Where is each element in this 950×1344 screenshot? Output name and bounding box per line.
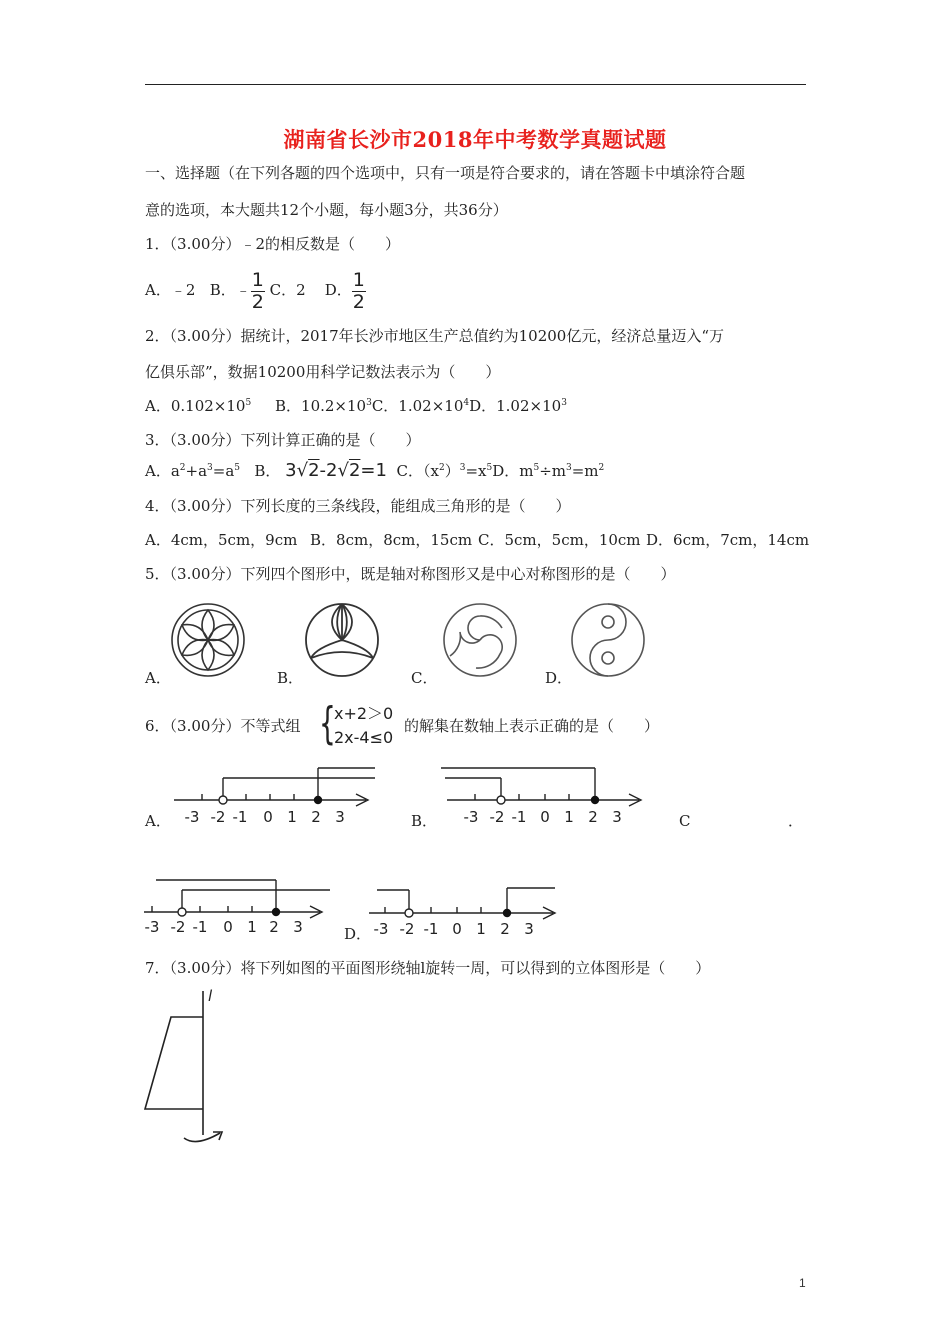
page-title: 湖南省长沙市2018年中考数学真题试题 bbox=[283, 127, 667, 152]
tick-label: -3 bbox=[463, 808, 479, 826]
q1-option-b-fraction: $\frac{1}{2}$ bbox=[251, 268, 264, 313]
q5-label-d: D． bbox=[545, 669, 573, 687]
q3-option-b: B． 3√2-2√2=1 bbox=[254, 460, 387, 481]
tick-label: 3 bbox=[335, 808, 345, 826]
q6-inequality-1: x+2＞0 bbox=[334, 704, 394, 723]
tick-label: -3 bbox=[144, 918, 160, 936]
q6-label-c-dot: ． bbox=[788, 812, 804, 830]
q6-label-c: C bbox=[679, 812, 691, 830]
q3-stem: 3．（3.00分）下列计算正确的是（ ） bbox=[145, 431, 421, 449]
closed-dot-2 bbox=[314, 796, 322, 804]
tick-label: 1 bbox=[247, 918, 257, 936]
q5-stem: 5．（3.00分）下列四个图形中，既是轴对称图形又是中心对称图形的是（ ） bbox=[145, 565, 676, 583]
tick-label: 0 bbox=[263, 808, 273, 826]
tick-label: -1 bbox=[423, 920, 439, 938]
trapezoid bbox=[145, 1017, 203, 1109]
tick-label: 2 bbox=[311, 808, 321, 826]
q4-option-d: D．6cm，7cm，14cm bbox=[646, 531, 810, 549]
tick-label: -1 bbox=[232, 808, 248, 826]
section-intro-line1: 一、选择题（在下列各题的四个选项中，只有一项是符合要求的，请在答题卡中填涂符合题 bbox=[145, 164, 746, 182]
tick-label: -1 bbox=[192, 918, 208, 936]
tick-label: 0 bbox=[223, 918, 233, 936]
tick-label: 1 bbox=[287, 808, 297, 826]
q2-options bbox=[145, 396, 567, 416]
q2-option-a: A．$0.102\times 10^5$ bbox=[145, 397, 252, 415]
q2-option-b: B．$10.2\times 10^3$ bbox=[275, 397, 372, 415]
tick-label: -2 bbox=[489, 808, 505, 826]
tick-label: 1 bbox=[476, 920, 486, 938]
q6-label-a: A． bbox=[145, 812, 171, 830]
q5-figure-a-flower bbox=[168, 600, 248, 680]
q2-option-c: C．$1.02\times 10^4$ bbox=[371, 397, 470, 415]
tick-label: 1 bbox=[564, 808, 574, 826]
tick-label: -2 bbox=[399, 920, 415, 938]
q5-figure-c-triskelion bbox=[440, 602, 520, 682]
closed-dot-2 bbox=[503, 909, 511, 917]
page-number: 1 bbox=[799, 1276, 806, 1290]
section-intro-line2: 意的选项，本大题共12个小题，每小题3分，共36分） bbox=[145, 201, 508, 219]
q7-trapezoid-rotation-figure bbox=[140, 985, 240, 1145]
q6-numberline-a bbox=[170, 764, 385, 828]
tick-label: 0 bbox=[540, 808, 550, 826]
closed-dot-2 bbox=[591, 796, 599, 804]
q3-option-d: D．$m^5\div m^3=m^2$ bbox=[492, 462, 605, 480]
q6-inequality-2: 2x-4≤0 bbox=[334, 728, 394, 747]
q4-option-c: C．5cm，5cm，10cm bbox=[478, 531, 641, 549]
open-dot-neg2 bbox=[219, 796, 227, 804]
header-rule bbox=[145, 84, 806, 85]
tick-label: -2 bbox=[170, 918, 186, 936]
q2-option-d: D．$1.02\times 10^3$ bbox=[469, 397, 567, 415]
q1-stem: 1．（3.00分）﹣2的相反数是（ ） bbox=[145, 235, 400, 253]
q3-option-a: A．$a^2+a^3=a^5$ bbox=[145, 462, 241, 480]
q4-stem: 4．（3.00分）下列长度的三条线段，能组成三角形的是（ ） bbox=[145, 497, 571, 515]
tick-label: 2 bbox=[588, 808, 598, 826]
open-dot-neg2 bbox=[178, 908, 186, 916]
q3-option-c: C．$(x^2)^3=x^5$ bbox=[396, 462, 493, 480]
tick-label: 3 bbox=[612, 808, 622, 826]
tick-label: -3 bbox=[184, 808, 200, 826]
axis-label-l: l bbox=[208, 987, 213, 1005]
q5-label-c: C． bbox=[411, 669, 438, 687]
tick-label: -1 bbox=[511, 808, 527, 826]
tick-label: 2 bbox=[500, 920, 510, 938]
tick-label: 2 bbox=[269, 918, 279, 936]
q5-figure-b-three-arcs bbox=[302, 602, 382, 682]
q1-option-b-label: B． bbox=[209, 281, 236, 299]
q1-option-b-sign: ﹣ bbox=[235, 281, 251, 299]
q4-option-a: A．4cm，5cm，9cm bbox=[145, 531, 298, 549]
q3-options bbox=[145, 461, 604, 481]
tick-label: 3 bbox=[293, 918, 303, 936]
q7-stem: 7．（3.00分）将下列如图的平面图形绕轴l旋转一周，可以得到的立体图形是（ ） bbox=[145, 959, 711, 977]
closed-dot-2 bbox=[272, 908, 280, 916]
q6-numberline-b bbox=[437, 764, 652, 828]
q5-label-b: B． bbox=[277, 669, 304, 687]
q2-stem-line1: 2．（3.00分）据统计，2017年长沙市地区生产总值约为10200亿元，经济总量迈入“万 bbox=[145, 327, 725, 345]
q5-label-a: A． bbox=[145, 669, 171, 687]
open-dot-neg2 bbox=[497, 796, 505, 804]
q4-option-b: B．8cm，8cm，15cm bbox=[310, 531, 473, 549]
q5-figure-d-yin-yang bbox=[568, 600, 648, 680]
q6-stem-prefix: 6．（3.00分）不等式组 bbox=[145, 717, 301, 735]
q6-numberline-c bbox=[142, 874, 332, 938]
q6-label-b: B． bbox=[411, 812, 438, 830]
q6-system-brace: { bbox=[319, 698, 336, 749]
q6-label-d: D． bbox=[344, 925, 372, 943]
q1-option-d-fraction: $\frac{1}{2}$ bbox=[352, 268, 365, 313]
q1-options bbox=[145, 270, 366, 312]
rotation-arrow-arc bbox=[184, 1133, 220, 1142]
tick-label: -2 bbox=[210, 808, 226, 826]
open-dot-neg2 bbox=[405, 909, 413, 917]
q2-stem-line2: 亿俱乐部”，数据10200用科学记数法表示为（ ） bbox=[145, 363, 501, 381]
tick-label: 3 bbox=[524, 920, 534, 938]
q1-option-a: A．﹣2 bbox=[145, 281, 196, 299]
q1-option-d-label: D． bbox=[324, 281, 352, 299]
tick-label: -3 bbox=[373, 920, 389, 938]
q6-numberline-d bbox=[365, 880, 560, 940]
q6-stem-suffix: 的解集在数轴上表示正确的是（ ） bbox=[404, 717, 660, 735]
tick-label: 0 bbox=[452, 920, 462, 938]
q1-option-c: C．2 bbox=[269, 281, 306, 299]
